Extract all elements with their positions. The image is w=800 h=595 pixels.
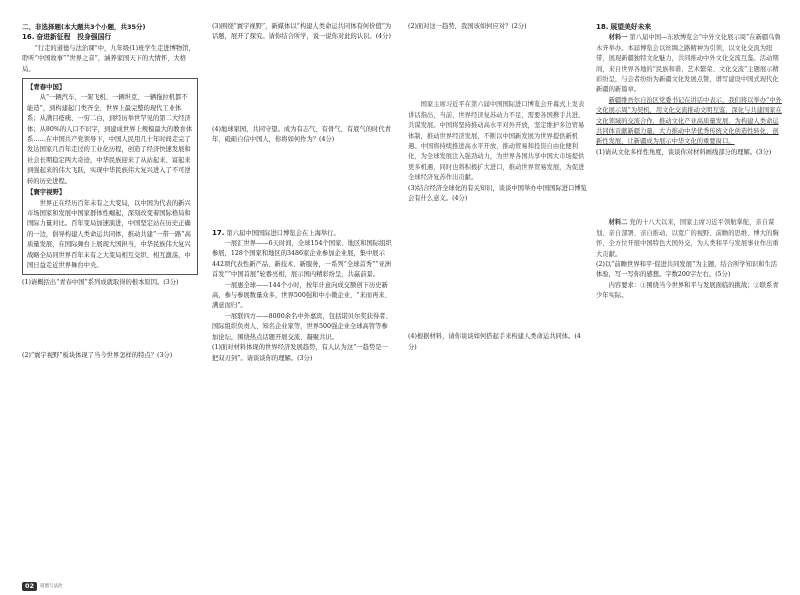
q17-p1: 一展汇世界——6天时间，全球154个国家、地区和国际组织参展，128个国家和地区的3486家企业参加企业展，集中展示442项代表性新产品、新技术、新服务，一系列“全球首秀”“亚洲首发”“中国首展”轮番亮相，展示国内精彩纷呈，共赢前景。 — [212, 240, 392, 279]
material1-label: 材料一 — [608, 34, 628, 42]
q18-sub1: (1)请从文化多样性角度，谈谈你对材料画线部分的理解。(3分) — [596, 148, 772, 156]
q16-box-youth-china — [22, 78, 198, 275]
material1-underlined-text: 新疆维吾尔自治区党委书记在讲话中表示，我们将以举办“中外文化展示周”为契机，用文化交流推动文明互鉴，深化与共建国家在文化领域的交流合作，推动文化产业高质量发展，为构建人类命运共同体贡献新疆力量，大力推动中华优秀传统文化创造性转化、创新性发展，让新疆成为展示中华文化的重要窗口。 — [596, 96, 782, 146]
q17-p2: 一展惠全球——144个小时，按年计意向成交额创下历史新高，参与参展数量众多，世界500强和中小微企业、“来而再来、满意而归”。 — [212, 281, 391, 310]
q18-sub2: (2)以“前瞻世界和平·促进共同发展”为主题，结合所学知识和生活体验，写一写你的感想。字数200字左右。(5分) — [596, 260, 778, 279]
box1-text: 从“一辆汽车、一架飞机、一辆坦克、一辆拖拉机都不能造”，到构建起门类齐全、世界上最完整的现代工业体系；从满目疮痍、一穷二白，到经历举世罕见的第二大经济体；从80%的人口不识字，到建成世界上规模最大的教育体系……在中国共产党领导下，中国人民用几十年时间走完了发达国家几百年走过的工业化历程，创造了经济快速发展和社会长期稳定两大奇迹，中华民族迎来了从站起来、富起来到强起来的伟大飞跃，实现中华民族伟大复兴进入了不可逆转的历史进程。 — [27, 94, 193, 185]
answer-space — [408, 204, 588, 332]
q16-number: 16. — [22, 33, 35, 42]
material1-text: 第八届中国—东欧博览会“中外文化展示周”在新疆乌鲁木齐举办。本届博览会以丝绸之路精神为引领，以文化交流为纽带，展现新疆独特文化魅力，共同推动中外文化交流互鉴。活动期间，来自世界各地的“民族和谐、艺术繁荣、文化交流”主题展示精彩纷呈，与会者纷纷为新疆文化发展点赞，谱写建设中国式现代化新疆的新篇章。 — [596, 34, 781, 94]
answer-space — [22, 289, 198, 351]
column-3 — [408, 22, 588, 353]
q16-sub1: (1)请概括出“青春中国”系列成就取得的根本原因。(3分) — [22, 279, 179, 287]
answer-space — [596, 158, 782, 218]
q17-sub2: (2)面对这一趋势，我国该如何应对？(2分) — [408, 23, 527, 30]
q17-material: 国家主席习近平在第六届中国国际进口博览会开幕式上发表讲话指出，当前，世界经济复苏动力不足，需要各国携手共进，共谋发展。中国将坚持推动高水平对外开放，坚定维护多边贸易体制，推动世界经济发展，不断以中国新发展为世界提供新机遇。中国将持续推进高水平开放，推动贸易和投资自由化便利化，为全球发展注入强劲动力，为世界各国共享中国大市场提供更多机遇，同时也将积极扩大进口，推动世界贸易发展，为促进全球经济复苏作出贡献。 — [408, 101, 585, 182]
q18-number: 18. — [596, 23, 609, 31]
q17-sub1: (1)面对材料体现的世界经济发展趋势，有人认为这“一趋势是一把双刃剑”。请谈谈你的理解。(3分) — [212, 344, 388, 362]
q17-sub3: (3)结合经济全球化的有关知识，谈谈中国举办中国国际进口博览会有什么意义。(4分) — [408, 184, 587, 203]
page-number: 02 — [22, 582, 37, 591]
page-footer — [22, 582, 63, 591]
q17-p3: 一展联四方——8000余名中外嘉宾，包括诺贝尔奖获得者、国际组织负责人、知名企业家等，世界500强企业全球高管等参加论坛，围绕热点话题开展交流、凝聚共识。 — [212, 312, 392, 341]
column-4 — [596, 22, 782, 302]
q18-material1 — [596, 33, 782, 95]
box2-text: 世界正在经历百年未有之大变局，以中国为代表的新兴市场国家和发展中国家群体性崛起，深刻改变着国际格局和国际力量对比。百年变局加速演进，中国坚定站在历史正确的一边，倡导构建人类命运共同体，推动共建“一带一路”高质量发展，在国际舞台上展现大国担当，中华民族伟大复兴战略全局同世界百年未有之大变局相互交织、相互激荡，中国日益走近世界舞台中央。 — [27, 199, 191, 269]
q18-material1-para2 — [596, 96, 782, 148]
q16-intro: “行走的道德与法治课”中，九年级(1)班学生走进博物馆，聆听“中国故事”“世界之音”，涵养家国天下的大情怀、大格局。 — [22, 44, 195, 73]
q18-material2 — [596, 218, 782, 260]
footer-brand: 道德与法治 — [40, 584, 63, 589]
q18-heading — [596, 22, 782, 33]
column-2 — [212, 22, 394, 364]
q17-heading — [212, 228, 394, 239]
q17-intro: 第六届中国国际进口博览会在上海举行。 — [226, 229, 340, 237]
q16-title: 奋进新征程 投身强国行 — [36, 33, 112, 42]
box1-tag: 【青春中国】 — [27, 83, 66, 92]
q16-sub4: (4)地球家园，共同守望。成为有志气、有骨气、有底气的时代青年，砥砺自信中国人，你将如何作为？(4分) — [212, 125, 391, 144]
answer-space — [212, 43, 394, 125]
q18-requirements: 内容要求：①围绕当今世界和平与发展面临的挑战；②联系青少年实际。 — [596, 281, 779, 300]
material2-label: 材料二 — [608, 219, 628, 227]
section-header: 二、非选择题(本大题共3个小题，共35分) — [22, 23, 146, 31]
column-1 — [22, 22, 198, 361]
box2-tag: 【寰宇视野】 — [27, 188, 66, 197]
q17-sub4: (4)根据材料，请你谈谈如何搭起手来构建人类命运共同体。(4分) — [408, 333, 581, 351]
q16-heading — [22, 32, 198, 43]
q16-sub3: (3)围绕“寰宇视野”，新媒体以“构建人类命运共同体有何价值”为话题，展开了探究。请你结合所学，说一说你对此的认识。(4分) — [212, 23, 392, 41]
material2-text: 党的十八大以来，国家主席习近平领航掌舵，亲自谋划、亲自部署、亲自推动，以宽广的视野、前瞻的思维、博大的胸怀，全方位开展中国特色大国外交，为人类和平与发展事业作出重大贡献。 — [596, 219, 779, 258]
q18-title: 展望美好未来 — [610, 23, 652, 31]
q16-sub2: (2)“寰宇视野”板块体现了当今世界怎样的特点？(3分) — [22, 351, 173, 359]
answer-space — [408, 32, 588, 100]
answer-space — [212, 146, 394, 228]
q17-number: 17. — [212, 228, 225, 237]
